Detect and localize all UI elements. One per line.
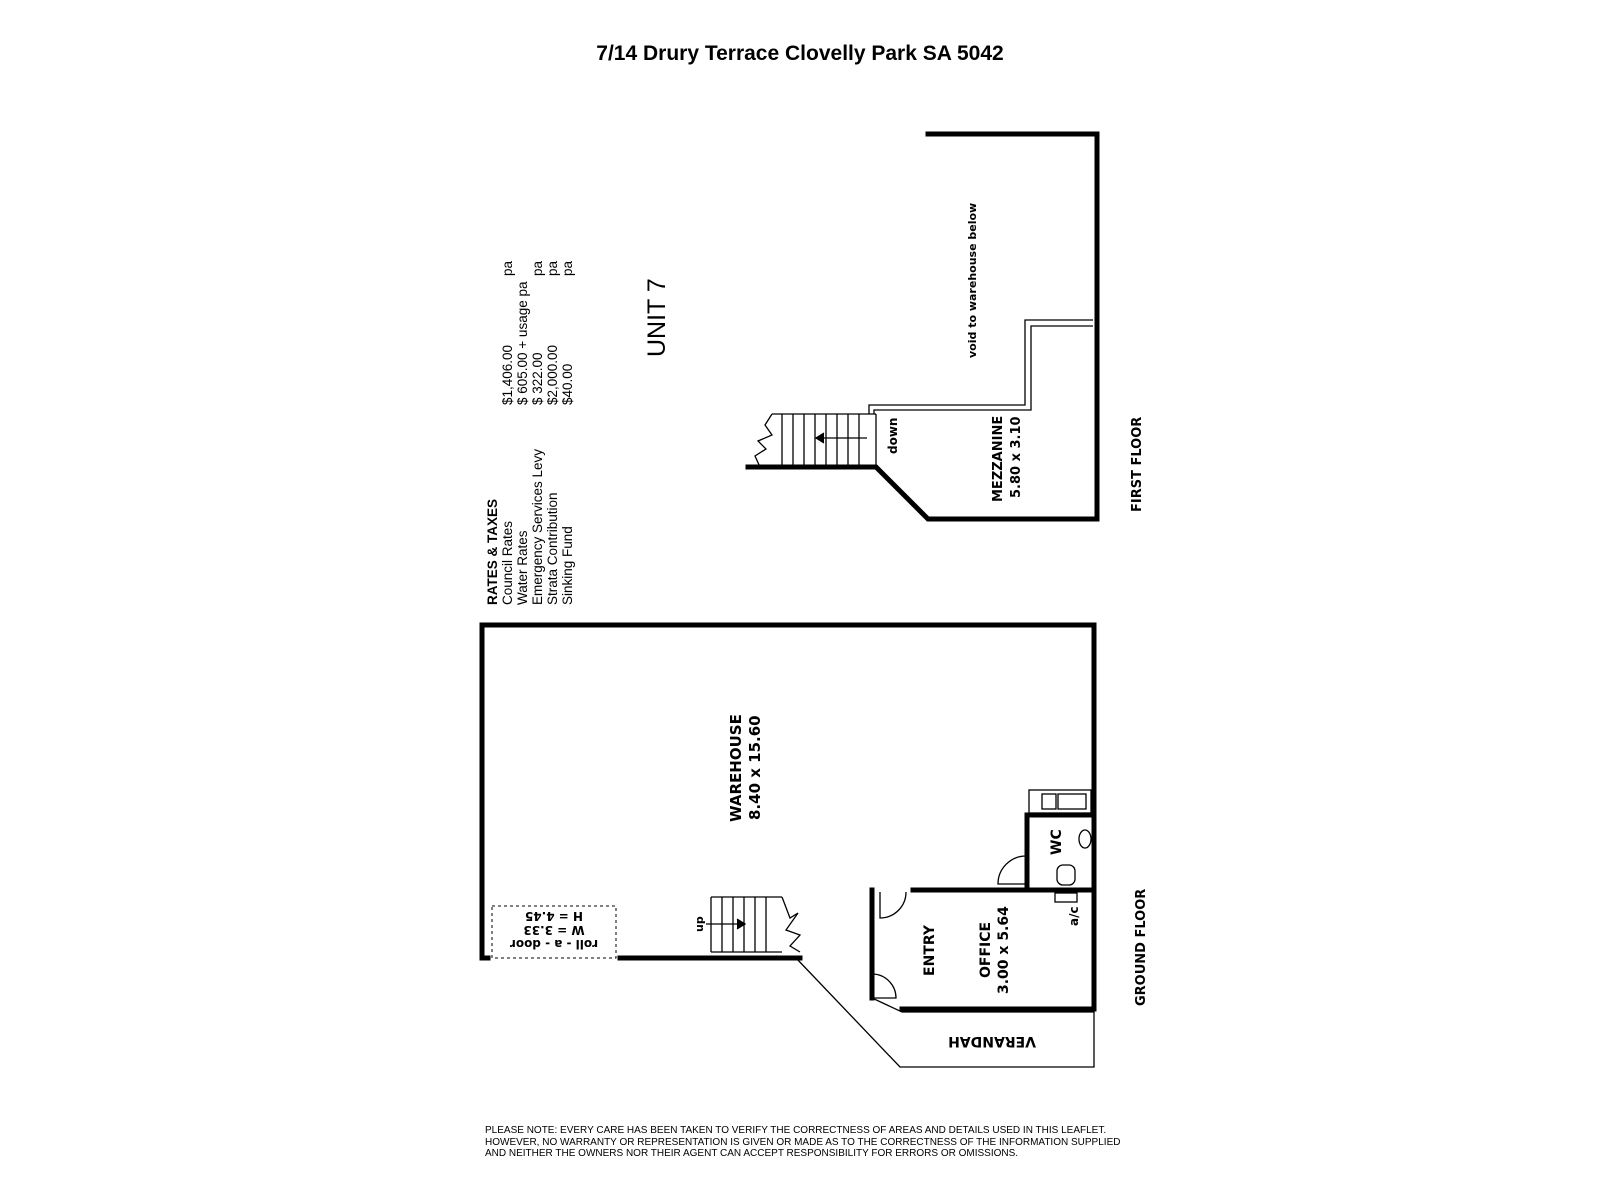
ac-label: a/c bbox=[1067, 906, 1081, 926]
stair-down-label: down bbox=[886, 417, 900, 454]
rates-item-amount: $1,406.00 bbox=[500, 344, 515, 405]
first-floor-label: FIRST FLOOR bbox=[1130, 416, 1145, 512]
mezzanine-name: MEZZANINE bbox=[991, 415, 1006, 502]
rates-item-name: Sinking Fund bbox=[560, 526, 575, 605]
stair-up bbox=[706, 897, 800, 952]
stair-down bbox=[755, 414, 876, 467]
first-floor-plan bbox=[748, 134, 1145, 519]
disclaimer: PLEASE NOTE: EVERY CARE HAS BEEN TAKEN TO VERIFY THE CORRECTNESS OF AREAS AND DETAILS USED IN THIS LEAFLET. HOWEVER, NO WARRANTY OR REPRESENTATION IS GIVEN OR MADE AS TO THE CORRECTNESS OF THE INFORMATION SUPPLIED AND NEITHER THE OWNERS NOR THEIR AGENT CAN ACCEPT RESPONSIBILITY FOR ERRORS OR OMISSIONS. bbox=[485, 1125, 1121, 1159]
rates-item-amount: $2,000.00 bbox=[545, 344, 560, 405]
toilet-icon bbox=[1079, 830, 1091, 848]
unit-label: UNIT 7 bbox=[643, 278, 671, 357]
rates-item-name: Emergency Services Levy bbox=[530, 448, 545, 605]
rates-item-period: pa bbox=[500, 260, 515, 276]
rates-heading: RATES & TAXES bbox=[485, 498, 500, 605]
rates-item-amount: $40.00 bbox=[560, 363, 575, 405]
ground-floor-label: GROUND FLOOR bbox=[1134, 888, 1149, 1006]
page-title: 7/14 Drury Terrace Clovelly Park SA 5042 bbox=[596, 42, 1004, 65]
basin-icon bbox=[1057, 865, 1075, 885]
rates-item-name: Strata Contribution bbox=[545, 492, 560, 605]
warehouse-dims: 8.40 x 15.60 bbox=[746, 715, 764, 820]
wc-label: WC bbox=[1049, 829, 1065, 855]
stair-up-label: up bbox=[693, 916, 706, 932]
ac-unit bbox=[1055, 893, 1077, 902]
void-label: void to warehouse below bbox=[966, 202, 979, 358]
mezzanine-dims: 5.80 x 3.10 bbox=[1009, 416, 1024, 498]
rates-item-amount: $ 605.00 + usage pa bbox=[515, 281, 530, 405]
rates-item-name: Council Rates bbox=[500, 520, 515, 605]
rates-panel bbox=[485, 260, 575, 605]
office-name: OFFICE bbox=[978, 921, 994, 978]
verandah-label: VERANDAH bbox=[948, 1033, 1036, 1049]
rates-item-period: pa bbox=[560, 260, 575, 276]
entry-label: ENTRY bbox=[922, 925, 938, 976]
rates-item-name: Water Rates bbox=[515, 530, 530, 605]
rates-item-period: pa bbox=[545, 260, 560, 276]
door-type: roll - a - door bbox=[509, 937, 599, 951]
office-dims: 3.00 x 5.64 bbox=[996, 906, 1012, 994]
rates-item-period: pa bbox=[530, 260, 545, 276]
warehouse-name: WAREHOUSE bbox=[727, 714, 745, 822]
door-height: H = 4.45 bbox=[524, 909, 584, 923]
rates-item-amount: $ 322.00 bbox=[530, 352, 545, 405]
ground-floor-plan bbox=[482, 625, 1149, 1067]
door-width: W = 3.33 bbox=[523, 923, 585, 937]
